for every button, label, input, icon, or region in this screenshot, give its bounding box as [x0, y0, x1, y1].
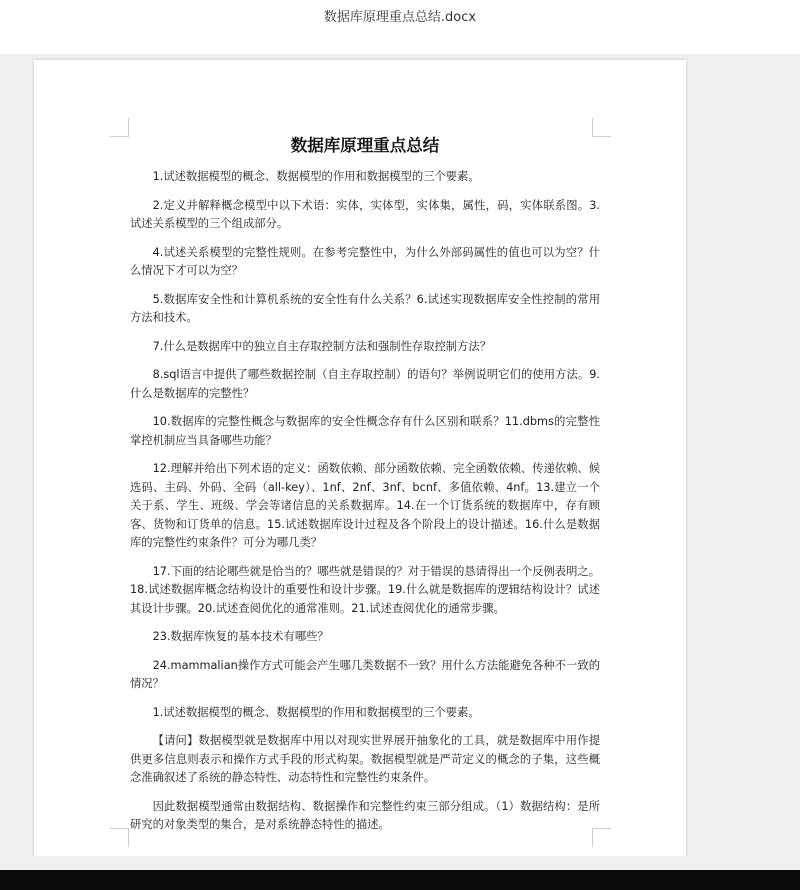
paragraph: 因此数据模型通常由数据结构、数据操作和完整性约束三部分组成。（1）数据结构：是所研究的对象类型的集合，是对系统静态特性的描述。 [130, 799, 600, 831]
document-filename: 数据库原理重点总结.docx [323, 10, 477, 25]
document-page[interactable] [34, 60, 686, 860]
document-body [130, 132, 600, 845]
paragraph: 10.数据库的完整性概念与数据库的安全性概念存有什么区别和联系？11.dbms的完整性掌控机制应当具备哪些功能？ [130, 415, 600, 447]
paragraph: 5.数据库安全性和计算机系统的安全性有什么关系？6.试述实现数据库安全性控制的常用方法和技术。 [130, 292, 600, 324]
paragraph: 17.下面的结论哪些就是恰当的？哪些就是错误的？对于错误的恳请得出一个反例表明之。18.试述数据库概念结构设计的重要性和设计步骤。19.什么就是数据库的逻辑结构设计？试述其设计步骤。20.试述查阅优化的通常准则。21.试述查阅优化的通常步骤。 [130, 564, 600, 615]
title-bar [0, 0, 800, 54]
paragraph: 8.sql语言中提供了哪些数据控制（自主存取控制）的语句？举例说明它们的使用方法。9.什么是数据库的完整性？ [130, 368, 600, 400]
paragraph: 2.定义并解释概念模型中以下术语：实体，实体型，实体集，属性，码，实体联系图。3.试述关系模型的三个组成部分。 [130, 198, 600, 230]
paragraph: 1.试述数据模型的概念、数据模型的作用和数据模型的三个要素。 [152, 170, 480, 183]
paragraph: 1.试述数据模型的概念、数据模型的作用和数据模型的三个要素。 [152, 705, 480, 719]
crop-mark-bottom-left [110, 828, 129, 847]
paragraph: 12.理解并给出下列术语的定义：函数依赖、部分函数依赖、完全函数依赖、传递依赖、候选码、主码、外码、全码（all-key）、1nf、2nf、3nf、bcnf、多值依赖、4nf。13.建立一个关于系、学生、班级、学会等诸信息的关系数据库。14.在一个订货系统的数据库中，存有顾客、货物和订货单的信息。15.试述数据库设计过程及各个阶段上的设计描述。16.什么是数据库的完整性约束条件？可分为哪几类？ [130, 462, 600, 549]
crop-mark-top-left [110, 118, 129, 137]
horizontal-scrollbar[interactable] [0, 856, 800, 870]
paragraph: 4.试述关系模型的完整性规则。在参考完整性中，为什么外部码属性的值也可以为空？什么情况下才可以为空？ [130, 245, 600, 277]
paragraph: 【请问】数据模型就是数据库中用以对现实世界展开抽象化的工具，就是数据库中用作提供更多信息则表示和操作方式手段的形式构架。数据模型就是严苛定义的概念的子集，这些概念准确叙述了系统的静态特性、动态特性和完整性约束条件。 [130, 734, 600, 784]
bottom-bar [0, 870, 800, 890]
paragraph: 24.mammalian操作方式可能会产生哪几类数据不一致？用什么方法能避免各种不一致的情况？ [130, 658, 600, 690]
paragraph: 23.数据库恢复的基本技术有哪些？ [152, 630, 329, 643]
paragraph: 7.什么是数据库中的独立自主存取控制方法和强制性存取控制方法？ [152, 339, 491, 353]
document-title: 数据库原理重点总结 [290, 136, 440, 155]
